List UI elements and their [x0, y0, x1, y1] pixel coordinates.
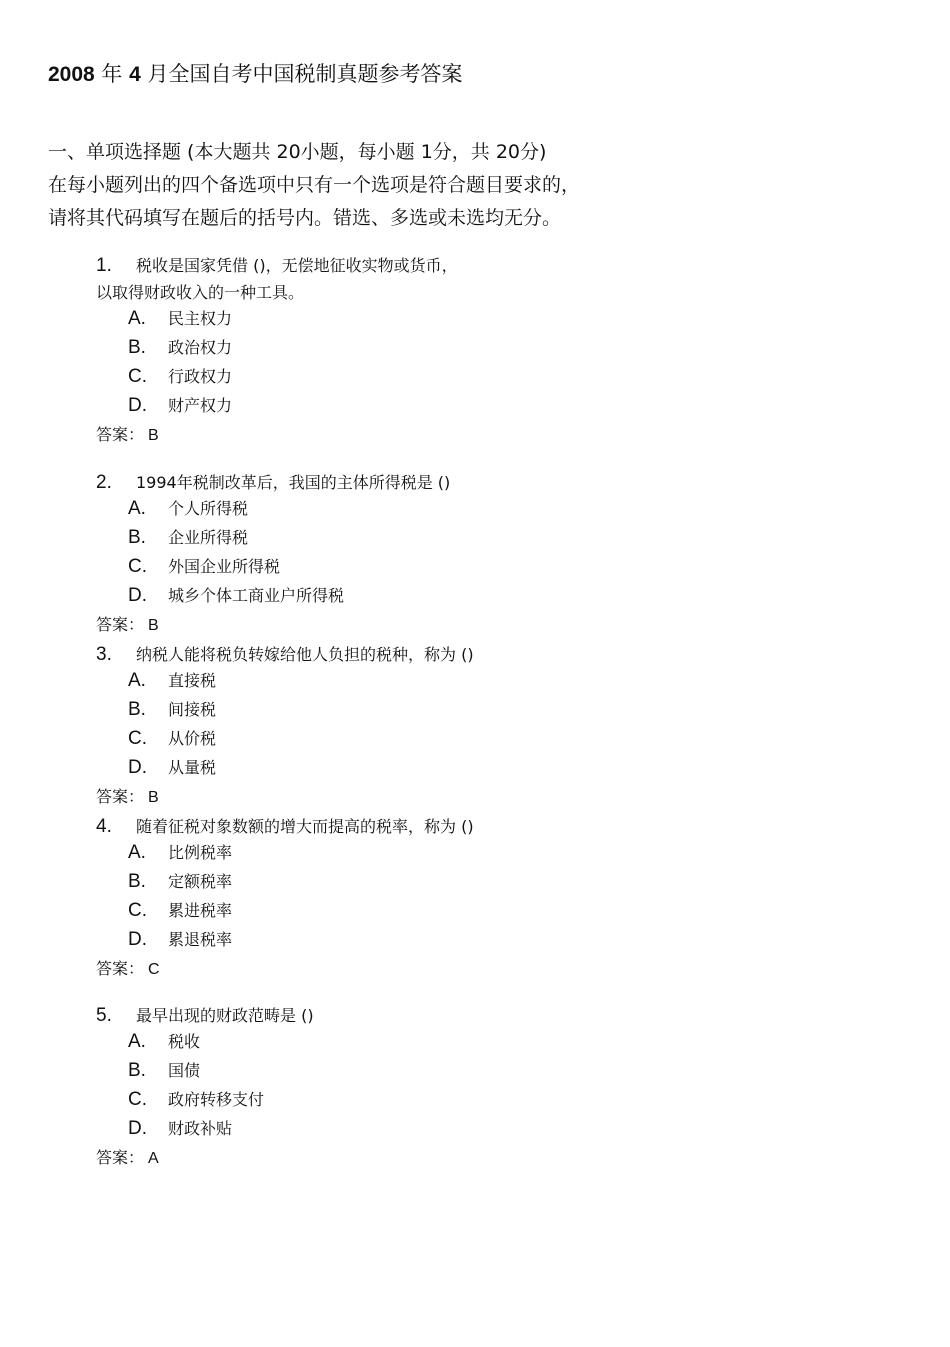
- option-letter: A.: [128, 308, 146, 329]
- option-text: 累退税率: [168, 930, 233, 949]
- option-text: 外国企业所得税: [168, 557, 281, 576]
- option-text: 民主权力: [168, 309, 233, 328]
- instruction-line-1: 在每小题列出的四个备选项中只有一个选项是符合题目要求的，: [48, 174, 581, 196]
- option-letter: C.: [128, 366, 147, 387]
- question-2: [96, 469, 856, 639]
- option-a: [128, 840, 856, 869]
- option-letter: A.: [128, 498, 146, 519]
- question-number: 3.: [96, 644, 112, 665]
- option-b: [128, 697, 856, 726]
- option-d: [128, 755, 856, 784]
- question-3: [96, 641, 856, 811]
- option-a: [128, 668, 856, 697]
- answer-label: 答案：: [96, 959, 145, 978]
- option-text: 间接税: [168, 700, 217, 719]
- question-5: [96, 1002, 856, 1172]
- option-c: [128, 898, 856, 927]
- question-text: 纳税人能将税负转嫁给他人负担的税种，称为 (): [136, 645, 474, 664]
- option-letter: A.: [128, 1031, 146, 1052]
- option-letter: D.: [128, 585, 147, 606]
- option-letter: B.: [128, 871, 146, 892]
- option-text: 税收: [168, 1032, 201, 1051]
- option-d: [128, 1116, 856, 1145]
- answer-value: C: [148, 961, 160, 978]
- section-intro: [48, 136, 580, 235]
- option-b: [128, 869, 856, 898]
- option-text: 政府转移支付: [168, 1090, 265, 1109]
- option-letter: D.: [128, 929, 147, 950]
- answer-value: A: [148, 1150, 159, 1167]
- option-letter: B.: [128, 337, 146, 358]
- answer-line: [96, 1145, 856, 1172]
- answer-line: [96, 612, 856, 639]
- option-list: [128, 306, 856, 422]
- option-a: [128, 496, 856, 525]
- question-number: 4.: [96, 816, 112, 837]
- question-number: 2.: [96, 472, 112, 493]
- question-text: 1994年税制改革后，我国的主体所得税是 (): [136, 473, 451, 492]
- title-text-2: 月全国自考中国税制真题参考答案: [140, 62, 463, 86]
- option-list: [128, 496, 856, 612]
- option-text: 累进税率: [168, 901, 233, 920]
- answer-label: 答案：: [96, 425, 145, 444]
- option-letter: C.: [128, 728, 147, 749]
- instruction-line-2: 请将其代码填写在题后的括号内。错选、多选或未选均无分。: [48, 207, 562, 229]
- option-text: 财产权力: [168, 396, 233, 415]
- option-text: 比例税率: [168, 843, 233, 862]
- title-year: 2008: [48, 63, 95, 86]
- option-a: [128, 1029, 856, 1058]
- option-text: 企业所得税: [168, 528, 249, 547]
- title-month: 4: [129, 63, 141, 86]
- answer-value: B: [148, 617, 159, 634]
- option-a: [128, 306, 856, 335]
- option-d: [128, 927, 856, 956]
- option-b: [128, 1058, 856, 1087]
- question-number: 5.: [96, 1005, 112, 1026]
- title-text-1: 年: [94, 62, 130, 86]
- option-letter: B.: [128, 1060, 146, 1081]
- option-c: [128, 364, 856, 393]
- option-list: [128, 1029, 856, 1145]
- answer-label: 答案：: [96, 787, 145, 806]
- section-heading: 一、单项选择题 (本大题共 20小题，每小题 1分，共 20分): [48, 141, 547, 163]
- question-text: 随着征税对象数额的增大而提高的税率，称为 (): [136, 817, 474, 836]
- option-letter: D.: [128, 757, 147, 778]
- option-d: [128, 583, 856, 612]
- option-letter: C.: [128, 556, 147, 577]
- option-letter: B.: [128, 527, 146, 548]
- option-d: [128, 393, 856, 422]
- answer-value: B: [148, 427, 159, 444]
- option-letter: A.: [128, 670, 146, 691]
- option-letter: B.: [128, 699, 146, 720]
- question-text: 最早出现的财政范畴是 (): [136, 1006, 314, 1025]
- answer-value: B: [148, 789, 159, 806]
- option-text: 城乡个体工商业户所得税: [168, 586, 345, 605]
- answer-line: [96, 784, 856, 811]
- question-text-continued: 以取得财政收入的一种工具。: [96, 283, 305, 302]
- answer-line: [96, 956, 856, 983]
- answer-label: 答案：: [96, 615, 145, 634]
- option-text: 定额税率: [168, 872, 233, 891]
- option-text: 从价税: [168, 729, 217, 748]
- option-letter: C.: [128, 1089, 147, 1110]
- option-letter: C.: [128, 900, 147, 921]
- question-1: [96, 252, 856, 449]
- option-text: 从量税: [168, 758, 217, 777]
- answer-label: 答案：: [96, 1148, 145, 1167]
- option-b: [128, 335, 856, 364]
- option-c: [128, 554, 856, 583]
- option-c: [128, 726, 856, 755]
- document-title: [48, 60, 462, 89]
- option-list: [128, 668, 856, 784]
- option-list: [128, 840, 856, 956]
- option-text: 国债: [168, 1061, 201, 1080]
- question-number: 1.: [96, 255, 112, 276]
- option-b: [128, 525, 856, 554]
- option-letter: D.: [128, 395, 147, 416]
- option-letter: D.: [128, 1118, 147, 1139]
- option-text: 直接税: [168, 671, 217, 690]
- question-4: [96, 813, 856, 983]
- answer-line: [96, 422, 856, 449]
- option-text: 政治权力: [168, 338, 233, 357]
- option-text: 行政权力: [168, 367, 233, 386]
- option-text: 个人所得税: [168, 499, 249, 518]
- option-letter: A.: [128, 842, 146, 863]
- option-c: [128, 1087, 856, 1116]
- option-text: 财政补贴: [168, 1119, 233, 1138]
- question-text: 税收是国家凭借 ()，无偿地征收实物或货币，: [136, 256, 458, 275]
